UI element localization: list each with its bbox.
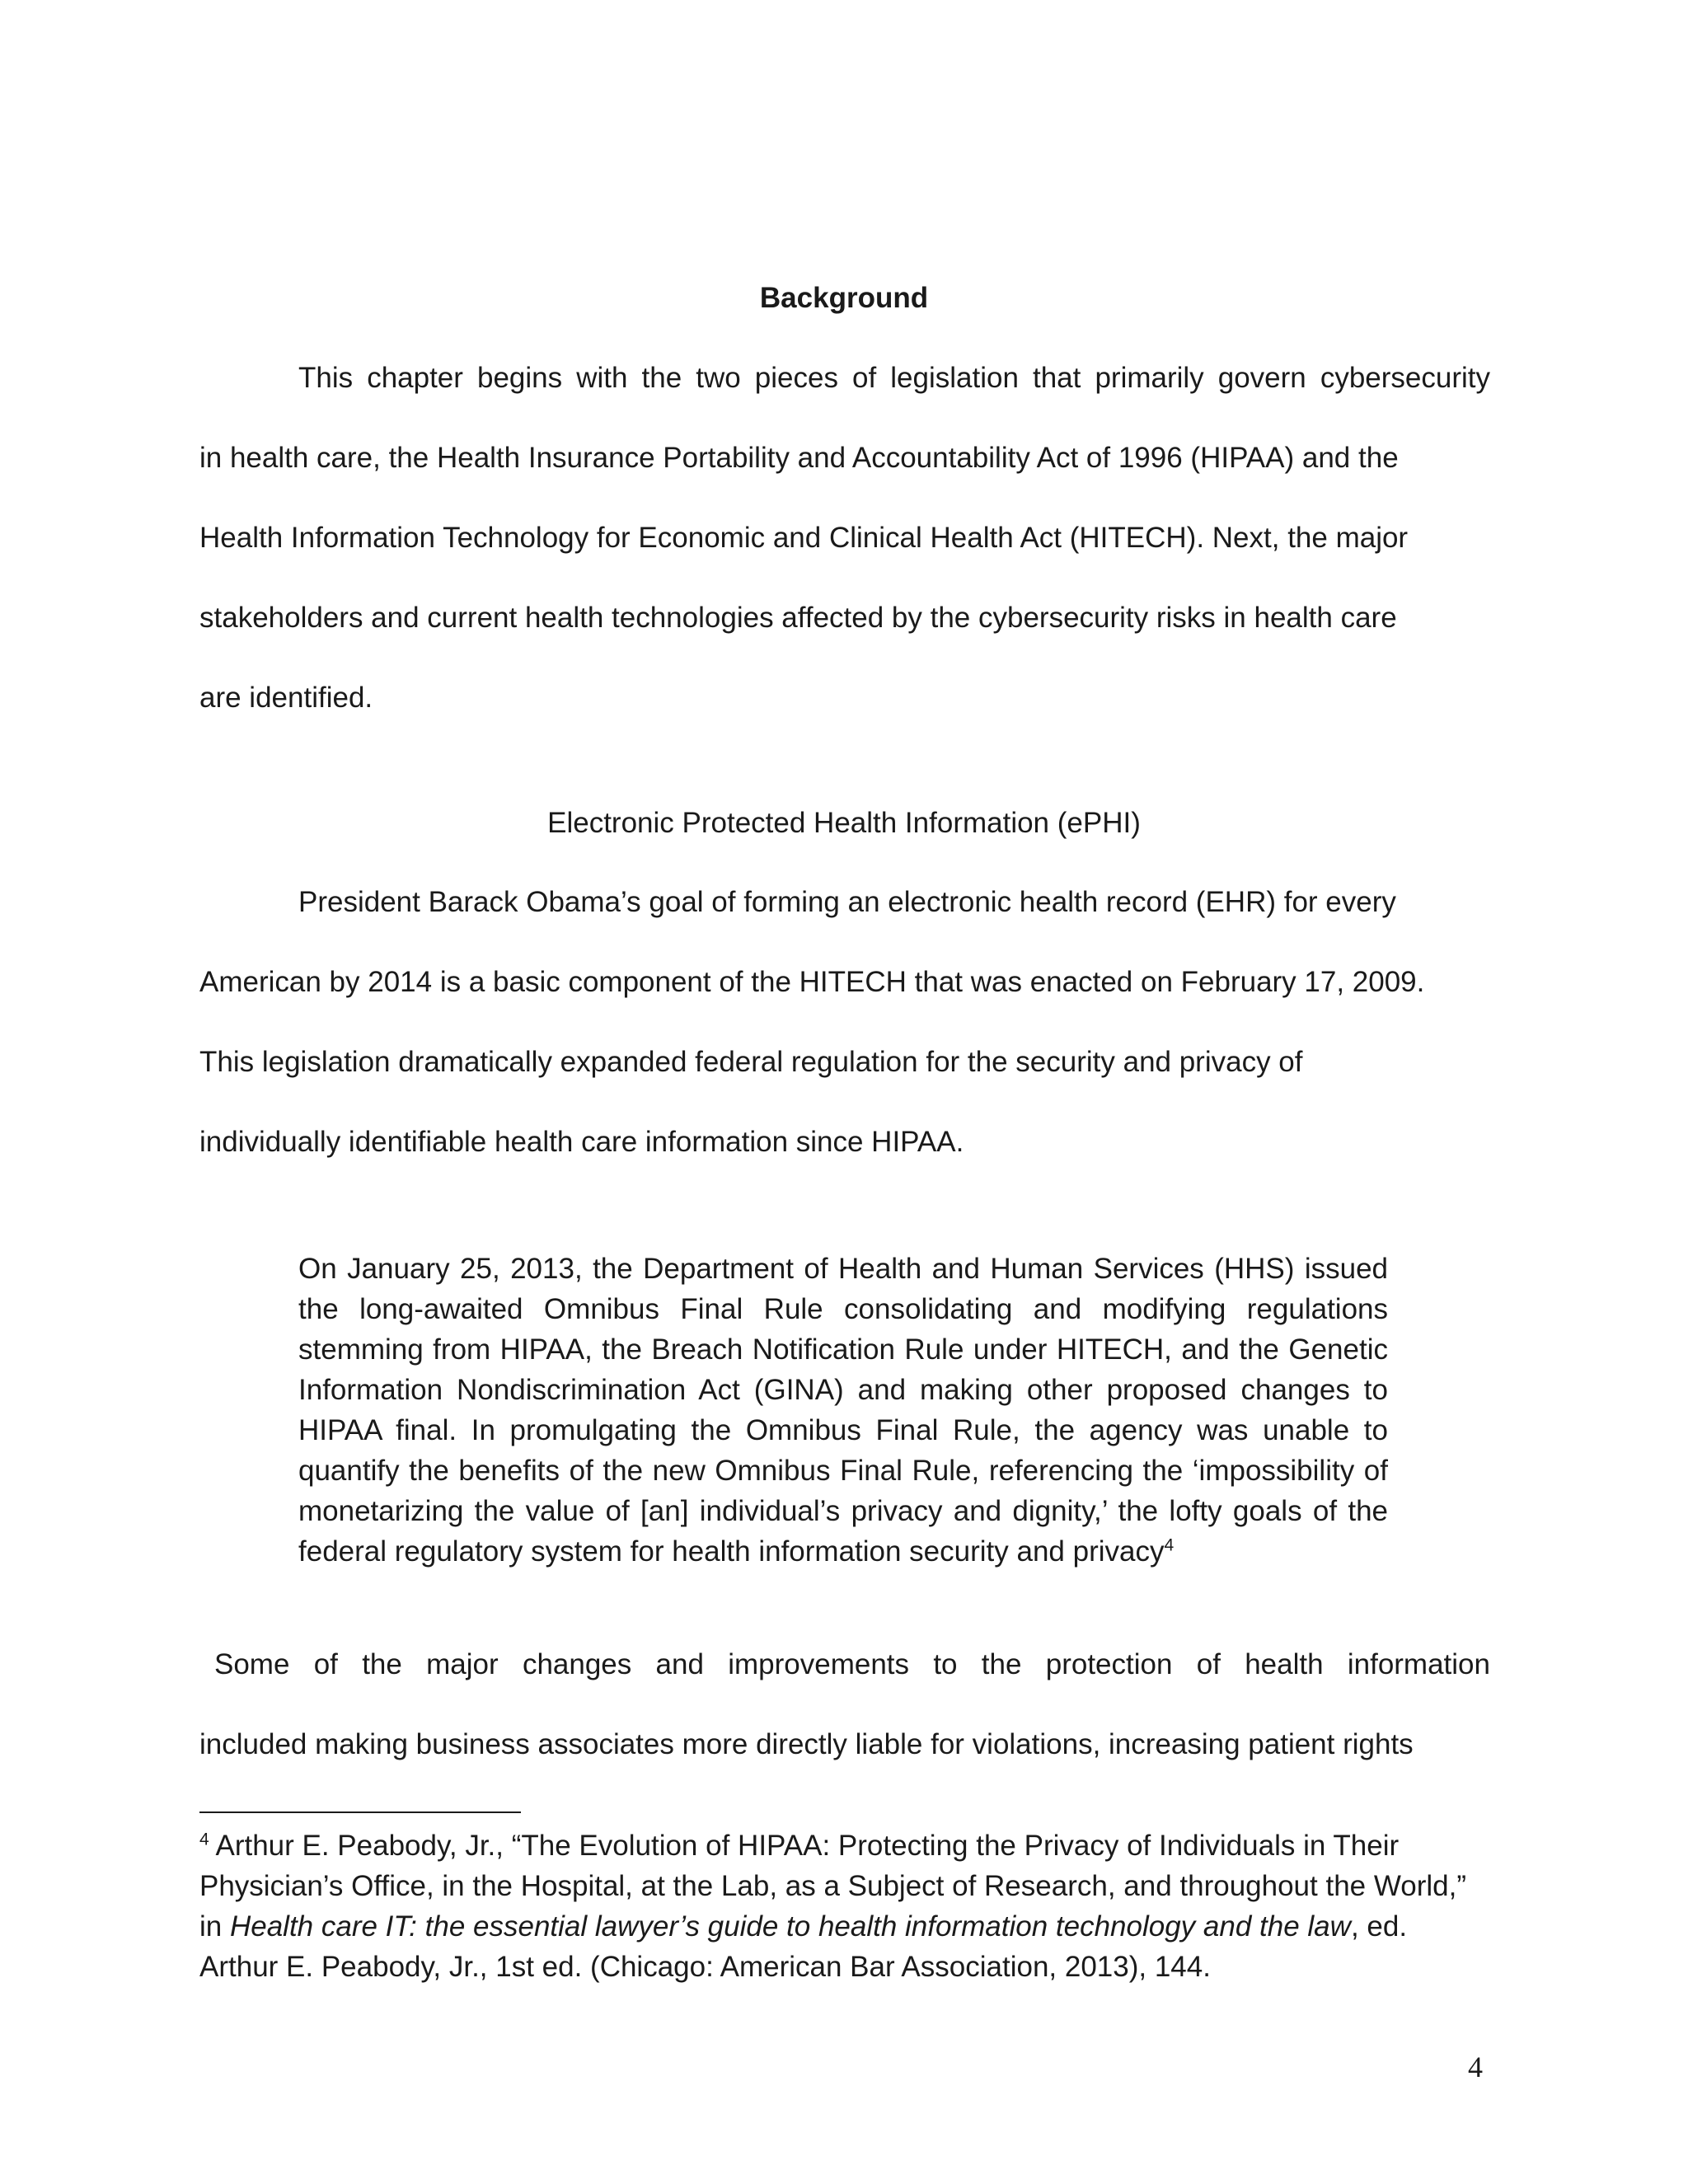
intro-line-1: This chapter begins with the two pieces of legislation that primarily govern cybersecurity <box>298 362 1490 394</box>
block-quote-text: On January 25, 2013, the Department of Health and Human Services (HHS) issued the long-awaited Omnibus Final Rule consolidating and modifying regulations stemming from HIPAA, the Breach Notification Rule under HITECH, and the Genetic Information Nondiscrimination Act (GINA) and making other proposed changes to HIPAA final. In promulgating the Omnibus Final Rule, the agency was unable to quantify the benefits of the new Omnibus Final Rule, referencing the ‘impossibility of monetarizing the value of [an] individual’s privacy and dignity,’ the lofty goals of the federal regulatory system for health information security and privacy <box>298 1253 1388 1568</box>
footnote <box>199 1825 1490 1987</box>
footnote-text-before: Arthur E. Peabody, Jr., “The Evolution of HIPAA: Protecting the Privacy of Individuals in Their Physician’s Office, in the Hospital, at the Lab, as a Subject of Research, and throughout the World,” in <box>199 1830 1466 1943</box>
footnote-book-title: Health care IT: the essential lawyer’s guide to health information technology and the law <box>229 1910 1351 1943</box>
after-quote-line-2: included making business associates more directly liable for violations, increasing patient rights <box>199 1728 1414 1760</box>
intro-line-3: Health Information Technology for Economic and Clinical Health Act (HITECH). Next, the major <box>199 522 1409 554</box>
section-heading: Background <box>759 282 929 314</box>
ephi-line-4: individually identifiable health care information since HIPAA. <box>199 1126 964 1158</box>
footnote-separator <box>199 1811 521 1813</box>
page-number: 4 <box>1468 2050 1483 2083</box>
intro-line-5: are identified. <box>199 682 373 714</box>
footnote-marker: 4 <box>199 1830 209 1849</box>
intro-line-4: stakeholders and current health technologies affected by the cybersecurity risks in health care <box>199 602 1397 634</box>
footnote-text-after: , ed. Arthur E. Peabody, Jr., 1st ed. (Chicago: American Bar Association, 2013), 144. <box>199 1910 1408 1983</box>
subheading-ephi: Electronic Protected Health Information (ePHI) <box>547 807 1141 839</box>
block-quote <box>298 1249 1388 1572</box>
ephi-line-1: President Barack Obama’s goal of forming an electronic health record (EHR) for every <box>298 886 1396 918</box>
after-quote-line-1: Some of the major changes and improvements to the protection of health information <box>214 1648 1490 1680</box>
ephi-line-2: American by 2014 is a basic component of the HITECH that was enacted on February 17, 2009. <box>199 966 1425 998</box>
intro-line-2: in health care, the Health Insurance Portability and Accountability Act of 1996 (HIPAA) and the <box>199 442 1399 474</box>
footnote-reference[interactable]: 4 <box>1164 1535 1175 1555</box>
ephi-line-3: This legislation dramatically expanded federal regulation for the security and privacy of <box>199 1046 1303 1078</box>
